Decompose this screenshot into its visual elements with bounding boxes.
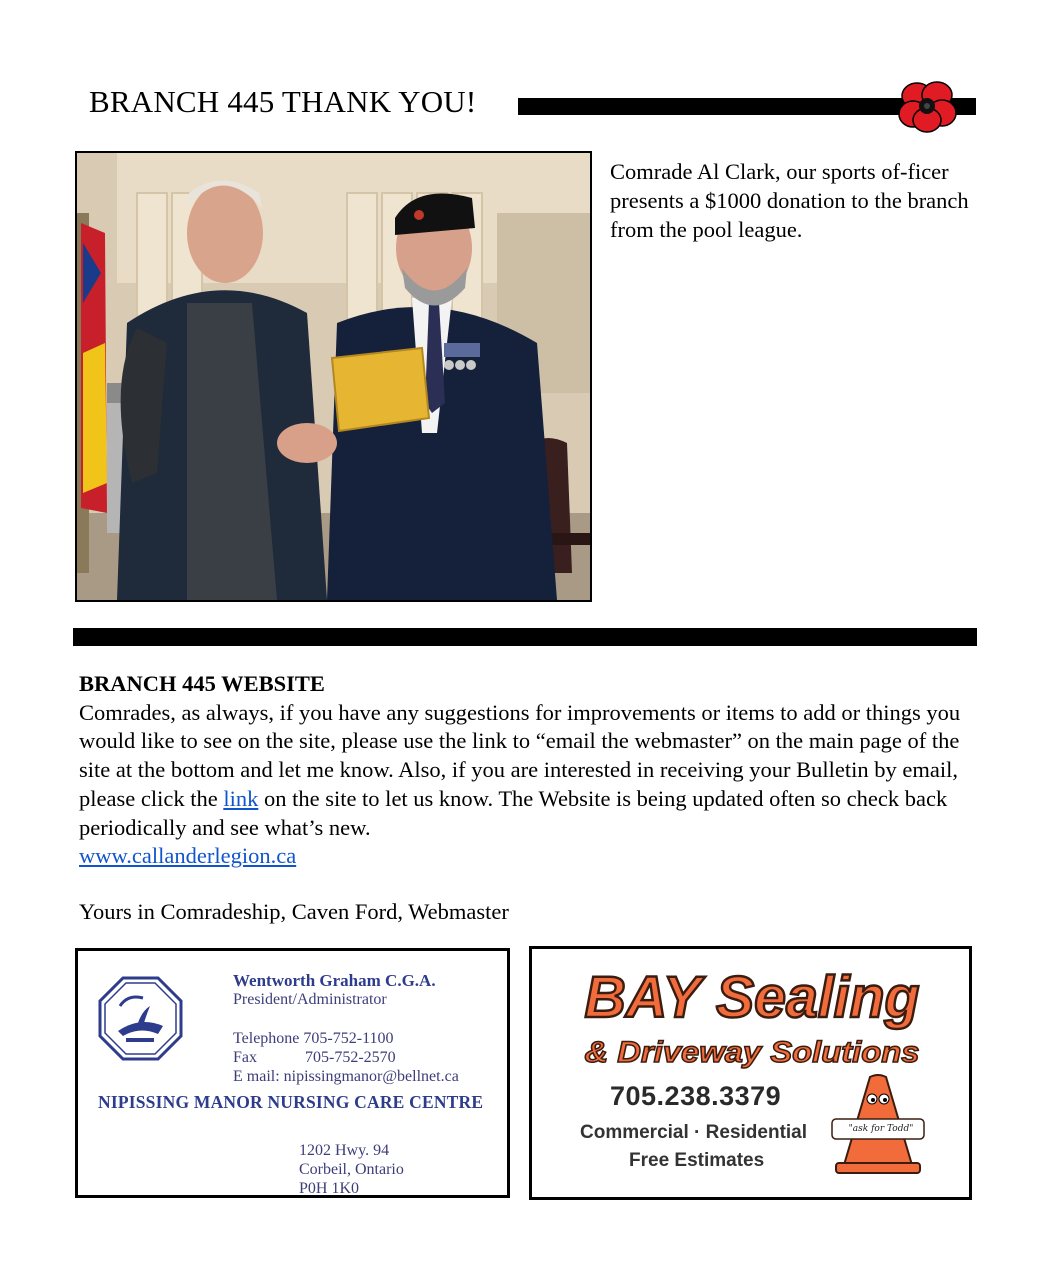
cone-sign-text: "ask for Todd" xyxy=(848,1124,914,1134)
bay-sealing-logo-line2: & Driveway Solutions xyxy=(584,1036,920,1069)
ad-telephone: Telephone 705-752-1100 xyxy=(233,1030,394,1047)
ad-fax xyxy=(233,1048,396,1067)
ad-contact-name: Wentworth Graham C.G.A. xyxy=(233,971,436,990)
poppy-icon xyxy=(895,78,959,134)
section-divider xyxy=(73,628,977,646)
bay-sealing-logo-line1: BAY Sealing xyxy=(584,965,920,1030)
ad-free-estimates: Free Estimates xyxy=(629,1150,765,1171)
ad-fax-label: Fax xyxy=(233,1049,257,1066)
photo-caption: Comrade Al Clark, our sports of-ficer presents a $1000 donation to the branch from the pool league. xyxy=(610,159,969,242)
lamp-of-knowledge-icon xyxy=(98,976,183,1061)
website-url-link[interactable]: www.callanderlegion.ca xyxy=(79,843,297,869)
website-section xyxy=(79,670,979,871)
ad-email: E mail: nipissingmanor@bellnet.ca xyxy=(233,1068,459,1085)
ad-address-line2: Corbeil, Ontario xyxy=(299,1161,404,1178)
ad-fax-number: 705-752-2570 xyxy=(305,1049,396,1066)
website-paragraph-part1: Comrades, as always, if you have any suggestions for improvements or items to add or things you would like to see on the site, please use the link to “email the webmaster” on the main page of the site at the bottom and let me know. Also, if you are interested in receiving your Bulletin by email, please click the xyxy=(79,699,961,811)
website-paragraph-part2: on the site to let us know. The Website is being updated often so check back periodically and see what’s new. xyxy=(79,785,948,840)
ad-services: Commercial · Residential xyxy=(580,1122,808,1143)
donation-photo xyxy=(75,151,592,602)
bulletin-email-link[interactable]: link xyxy=(223,785,259,811)
bay-sealing-ad xyxy=(529,946,972,1200)
bay-sealing-logo xyxy=(580,957,925,1075)
page-title: BRANCH 445 THANK YOU! xyxy=(89,84,477,119)
section-heading: BRANCH 445 WEBSITE xyxy=(79,671,325,696)
ad-address-line3: P0H 1K0 xyxy=(299,1180,360,1197)
ad-phone: 705.238.3379 xyxy=(610,1081,782,1111)
ad-organization: NIPISSING MANOR NURSING CARE CENTRE xyxy=(98,1092,484,1112)
nipissing-manor-ad xyxy=(75,948,510,1198)
ad-address-line1: 1202 Hwy. 94 xyxy=(299,1142,390,1159)
signature: Yours in Comradeship, Caven Ford, Webmaster xyxy=(79,899,509,924)
ad-contact-role: President/Administrator xyxy=(233,991,387,1008)
